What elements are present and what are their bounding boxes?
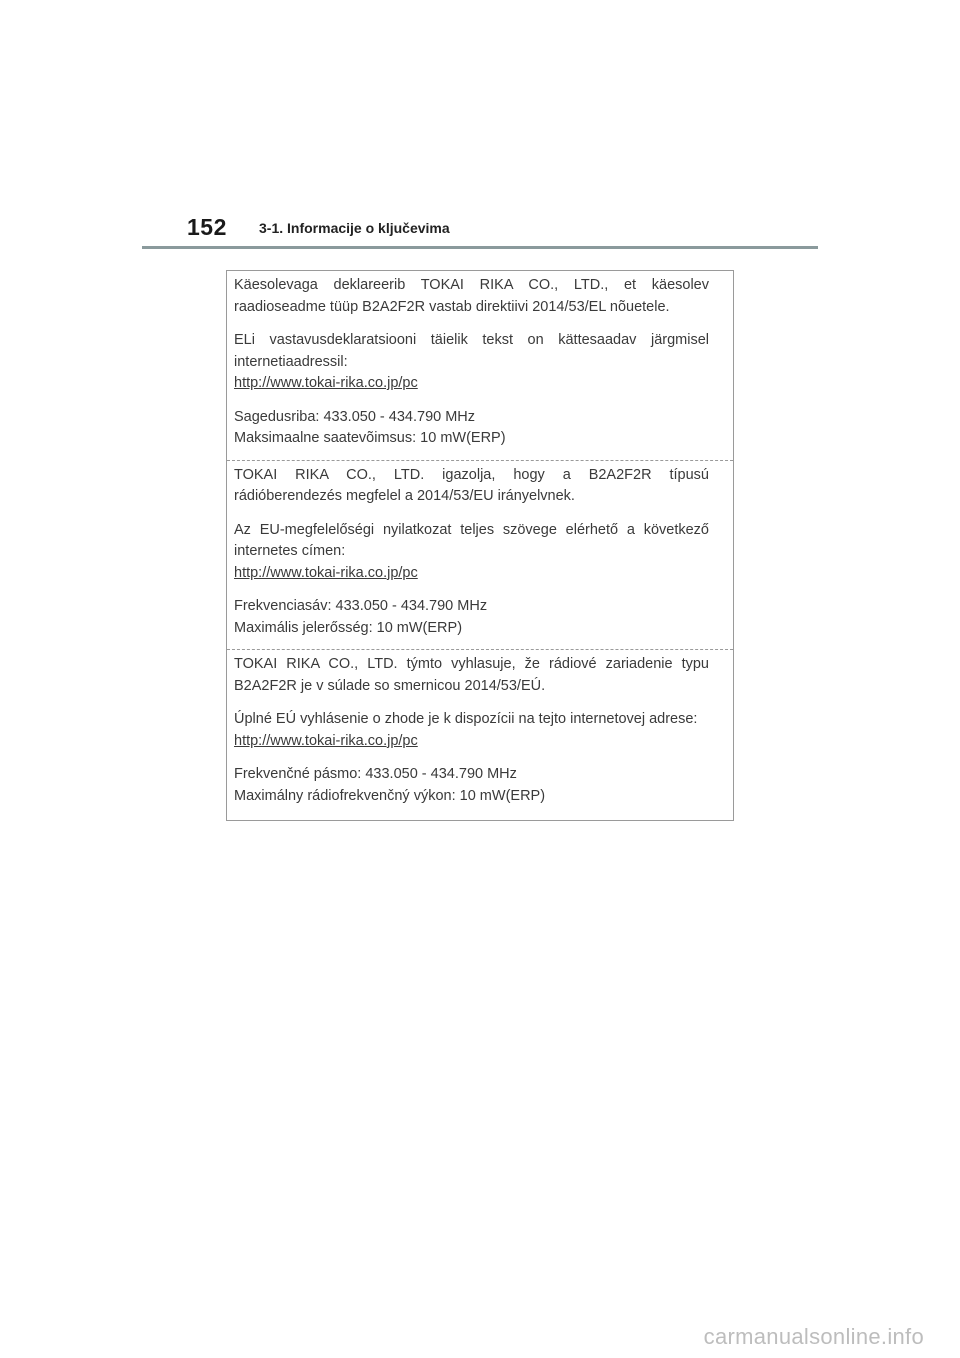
declaration-block-slovak — [227, 650, 733, 820]
declaration-block-hungarian — [227, 461, 733, 651]
availability-text: ELi vastavusdeklaratsiooni täielik tekst on kättesaadav järgmisel internetiaadressil: — [234, 332, 709, 370]
frequency-text: Frekvenciasáv: 433.050 - 434.790 MHz — [234, 598, 488, 614]
declaration-url-link[interactable]: http://www.tokai-rika.co.jp/pc — [234, 732, 418, 749]
declaration-text: TOKAI RIKA CO., LTD. igazolja, hogy a B2A2F2R típusú rádióberendezés megfelel a 2014/53/EU irányelvnek. — [234, 466, 709, 504]
section-title: 3-1. Informacije o ključevima — [259, 220, 450, 236]
page-number: 152 — [187, 214, 227, 240]
declaration-block-estonian — [227, 271, 733, 461]
declaration-url-link[interactable]: http://www.tokai-rika.co.jp/pc — [234, 564, 418, 581]
site-watermark: carmanualsonline.info — [703, 1324, 924, 1349]
declaration-url-link[interactable]: http://www.tokai-rika.co.jp/pc — [234, 375, 418, 391]
power-text: Maximális jelerősség: 10 mW(ERP) — [234, 619, 463, 636]
availability-text: Úplné EÚ vyhlásenie o zhode je k dispozícii na tejto internetovej adrese: — [234, 711, 698, 727]
frequency-text: Frekvenčné pásmo: 433.050 - 434.790 MHz — [234, 766, 517, 782]
frequency-text: Sagedusriba: 433.050 - 434.790 MHz — [234, 408, 476, 425]
declaration-text: TOKAI RIKA CO., LTD. týmto vyhlasuje, že rádiové zariadenie typu B2A2F2R je v súlade so smernicou 2014/53/EÚ. — [234, 656, 709, 694]
page-header — [142, 210, 818, 249]
declaration-box — [226, 270, 734, 821]
declaration-text: Käesolevaga deklareerib TOKAI RIKA CO., LTD., et käesolev raadioseadme tüüp B2A2F2R vastab direktiivi 2014/53/EL nõuetele. — [234, 277, 709, 315]
availability-text: Az EU-megfelelőségi nyilatkozat teljes szövege elérhető a következő internetes címen: — [234, 521, 709, 559]
power-text: Maximálny rádiofrekvenčný výkon: 10 mW(ERP) — [234, 787, 546, 804]
power-text: Maksimaalne saatevõimsus: 10 mW(ERP) — [234, 430, 506, 446]
